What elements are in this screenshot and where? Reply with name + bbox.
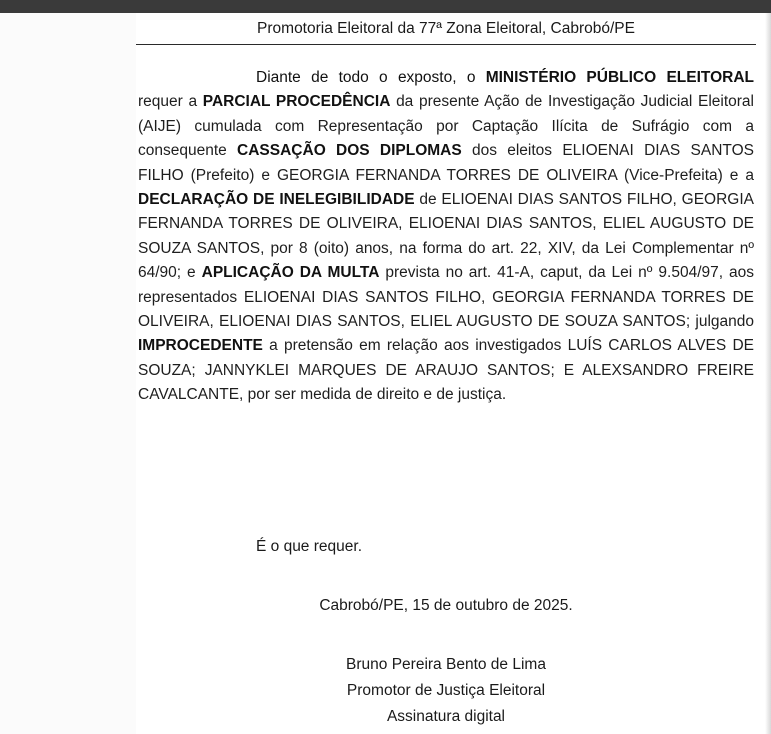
segment-7: DECLARAÇÃO DE INELEGIBILIDADE [138, 191, 415, 209]
segment-10: prevista no art. 41-A, caput, da Lei nº 9.504/97, aos representados ELIOENAI DIAS SANTOS FILHO, GEORGIA FERNANDA TORRES DE OLIVEIRA, ELIOENAI DIAS SANTOS, ELIEL AUGUSTO DE SOUZA SANTOS; julgando [138, 264, 754, 331]
segment-3: PARCIAL PROCEDÊNCIA [202, 93, 391, 111]
segment-9: APLICAÇÃO DA MULTA [201, 264, 380, 282]
segment-11: IMPROCEDENTE [138, 337, 263, 355]
signature-block [136, 652, 756, 730]
segment-5: CASSAÇÃO DOS DIPLOMAS [237, 142, 462, 160]
segment-8: de ELIOENAI DIAS SANTOS FILHO, GEORGIA FERNANDA TORRES DE OLIVEIRA, ELIOENAI DIAS SANTOS, ELIEL AUGUSTO DE SOUZA SANTOS, por 8 (oito) anos, na forma do art. 22, XIV, da Lei Complementar nº 64/90; e [138, 191, 754, 282]
segment-0: Diante de todo o exposto, o [256, 69, 486, 86]
viewer-top-bar [0, 0, 771, 13]
signer-role: Promotor de Justiça Eleitoral [346, 682, 546, 699]
closing-line: É o que requer. [256, 538, 362, 555]
segment-1: MINISTÉRIO PÚBLICO ELEITORAL [485, 69, 754, 86]
signature-note: Assinatura digital [386, 708, 506, 725]
segment-4: da presente Ação de Investigação Judicial Eleitoral (AIJE) cumulada com Representação por Captação Ilícita de Sufrágio com a consequente [138, 93, 754, 160]
page-header: Promotoria Eleitoral da 77ª Zona Eleitoral, Cabrobó/PE [136, 13, 756, 45]
viewer-left-margin [0, 13, 136, 734]
segment-6: dos eleitos ELIOENAI DIAS SANTOS FILHO (Prefeito) e GEORGIA FERNANDA TORRES DE OLIVEIRA (Vice-Prefeita) e a [138, 142, 754, 184]
signer-name: Bruno Pereira Bento de Lima [346, 656, 546, 673]
page-edge-shadow [765, 13, 771, 734]
date-line: Cabrobó/PE, 15 de outubro de 2025. [319, 597, 573, 614]
segment-2: requer a [138, 93, 203, 111]
request-paragraph [138, 66, 754, 408]
segment-12: a pretensão em relação aos investigados LUÍS CARLOS ALVES DE SOUZA; JANNYKLEI MARQUES DE ARAUJO SANTOS; E ALEXSANDRO FREIRE CAVALCANTE, por ser medida de direito e de justiça. [138, 337, 754, 404]
